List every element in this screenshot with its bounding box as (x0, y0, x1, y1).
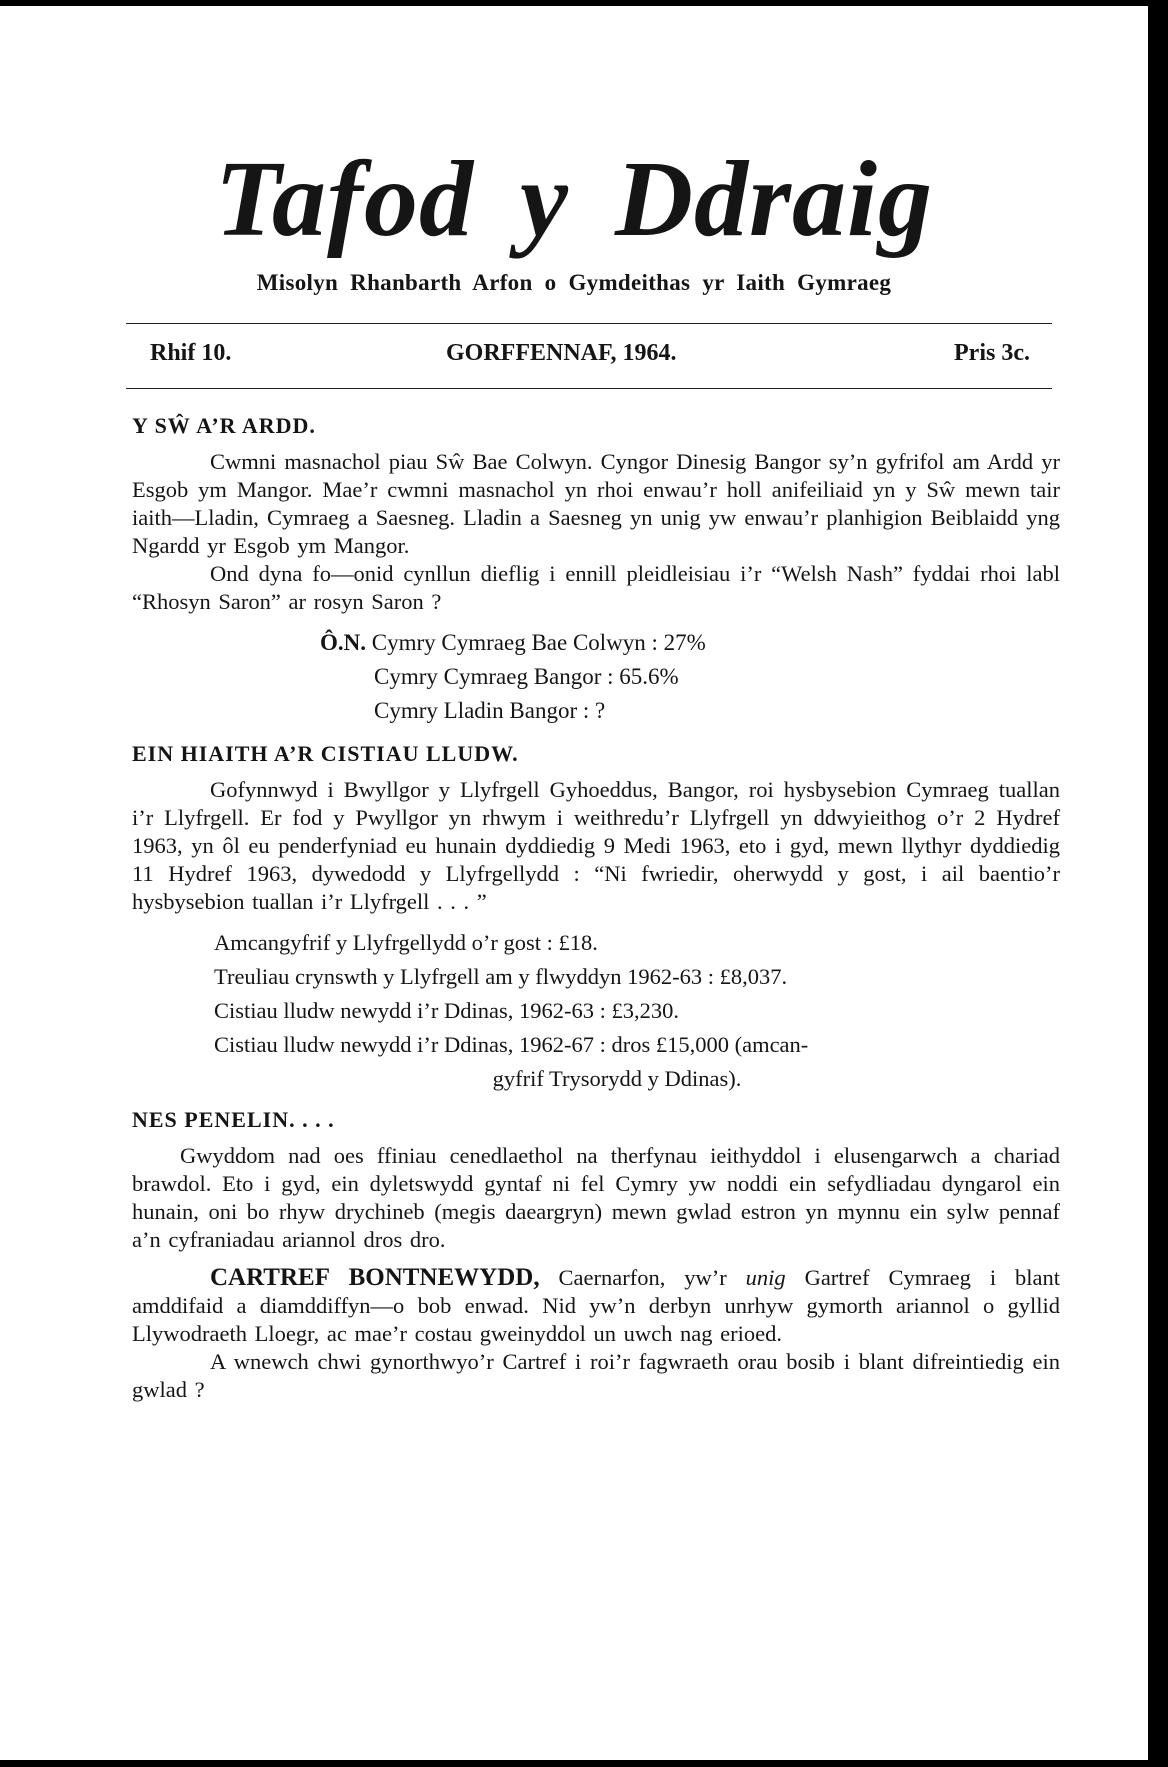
section-heading-nes-penelin: NES PENELIN. . . . (132, 1107, 335, 1132)
cost-line: Cistiau lludw newydd i’r Ddinas, 1962-67 : dros £15,000 (amcan- (214, 1032, 809, 1057)
scan-border-right (1148, 0, 1168, 1767)
masthead-title: Tafod y Ddraig (215, 140, 933, 259)
paragraph: Gofynnwyd i Bwyllgor y Llyfrgell Gyhoeddus, Bangor, roi hysbysebion Cymraeg tuallan i’r Llyfrgell. Er fod y Pwyllgor yn rhwym i weithredu’r Llyfrgell yn ddwyieithog o’r 2 Hydref 1963, yn ôl eu penderfyniad eu hunain dyddiedig 9 Medi 1963, eto i gyd, mewn llythyr dyddiedig 11 Hydref 1963, dywedodd y Llyfrgellydd : “Ni fwriedir, oherwydd y gost, i ail baentio’r hysbysebion tuallan i’r Llyfrgell . . . ” (132, 777, 1060, 914)
issue-number: Rhif 10. (150, 340, 232, 366)
note-line-1-text: Cymry Cymraeg Bae Colwyn : 27% (371, 630, 706, 655)
section-heading-iaith-cistiau: EIN HIAITH A’R CISTIAU LLUDW. (132, 741, 519, 766)
note-label: Ô.N. (320, 630, 366, 655)
note-line-2: Cymry Cymraeg Bangor : 65.6% (374, 664, 679, 689)
masthead-rule-bottom (126, 388, 1052, 389)
note-line-1 (132, 626, 1060, 660)
paragraph-text: Gartref Cymraeg i blant amddifaid a diamddiffyn—o bob enwad. Nid yw’n derbyn unrhyw gymorth ariannol o gyllid Llywodraeth Lloegr, ac mae’r costau gweinyddol un uwch nag erioed. (132, 1265, 1060, 1346)
article-body (132, 412, 1060, 1404)
postscript-note (132, 626, 1060, 728)
section-heading-sw-ardd: Y SŴ A’R ARDD. (132, 413, 316, 438)
cost-line-continued: gyfrif Trysorydd y Ddinas). (492, 1066, 742, 1091)
issue-date: GORFFENNAF, 1964. (446, 340, 677, 366)
masthead-subtitle: Misolyn Rhanbarth Arfon o Gymdeithas yr Iaith Gymraeg (256, 270, 892, 295)
paragraph: Cwmni masnachol piau Sŵ Bae Colwyn. Cyngor Dinesig Bangor sy’n gyfrifol am Ardd yr Esgob ym Mangor. Mae’r cwmni masnachol yn rhoi enwau’r holl anifeiliaid yn y Sŵ mewn tair iaith—Lladin, Cymraeg a Saesneg. Lladin a Saesneg yn unig yw enwau’r planhigion Beiblaidd yng Ngardd yr Esgob ym Mangor. (132, 449, 1060, 558)
cost-line: Amcangyfrif y Llyfrgellydd o’r gost : £18. (214, 930, 598, 955)
scan-border-bottom (0, 1760, 1148, 1767)
paragraph-text: Caernarfon, yw’r (539, 1265, 746, 1290)
paragraph: Ond dyna fo—onid cynllun dieflig i ennill pleidleisiau i’r “Welsh Nash” fyddai rhoi labl “Rhosyn Saron” ar rosyn Saron ? (132, 561, 1060, 614)
emphasis-unig: unig (745, 1265, 786, 1290)
note-line-3: Cymry Lladin Bangor : ? (374, 698, 606, 723)
scan-border-top (0, 0, 1148, 6)
cost-line: Treuliau crynswth y Llyfrgell am y flwyddyn 1962-63 : £8,037. (214, 964, 788, 989)
paragraph: Gwyddom nad oes ffiniau cenedlaethol na therfynau ieithyddol i elusengarwch a chariad brawdol. Eto i gyd, ein dyletswydd gyntaf ni fel Cymry yw noddi ein sefydliadau dyngarol ein hunain, oni bo rhyw drychineb (megis daeargryn) mewn gwlad estron yn mynnu ein sylw pennaf a’n cyfraniadau ariannol dros dro. (132, 1143, 1060, 1252)
paragraph: A wnewch chwi gynorthwyo’r Cartref i roi’r fagwraeth orau bosib i blant difreintiedig ein gwlad ? (132, 1349, 1060, 1402)
masthead-rule-top (126, 323, 1052, 324)
cost-list (214, 926, 1060, 1096)
paragraph-cartref (132, 1264, 1060, 1348)
issue-info-row (150, 340, 1030, 376)
cartref-lead: CARTREF BONTNEWYDD, (210, 1264, 540, 1291)
issue-price: Pris 3c. (954, 340, 1030, 366)
cost-line: Cistiau lludw newydd i’r Ddinas, 1962-63 : £3,230. (214, 998, 679, 1023)
